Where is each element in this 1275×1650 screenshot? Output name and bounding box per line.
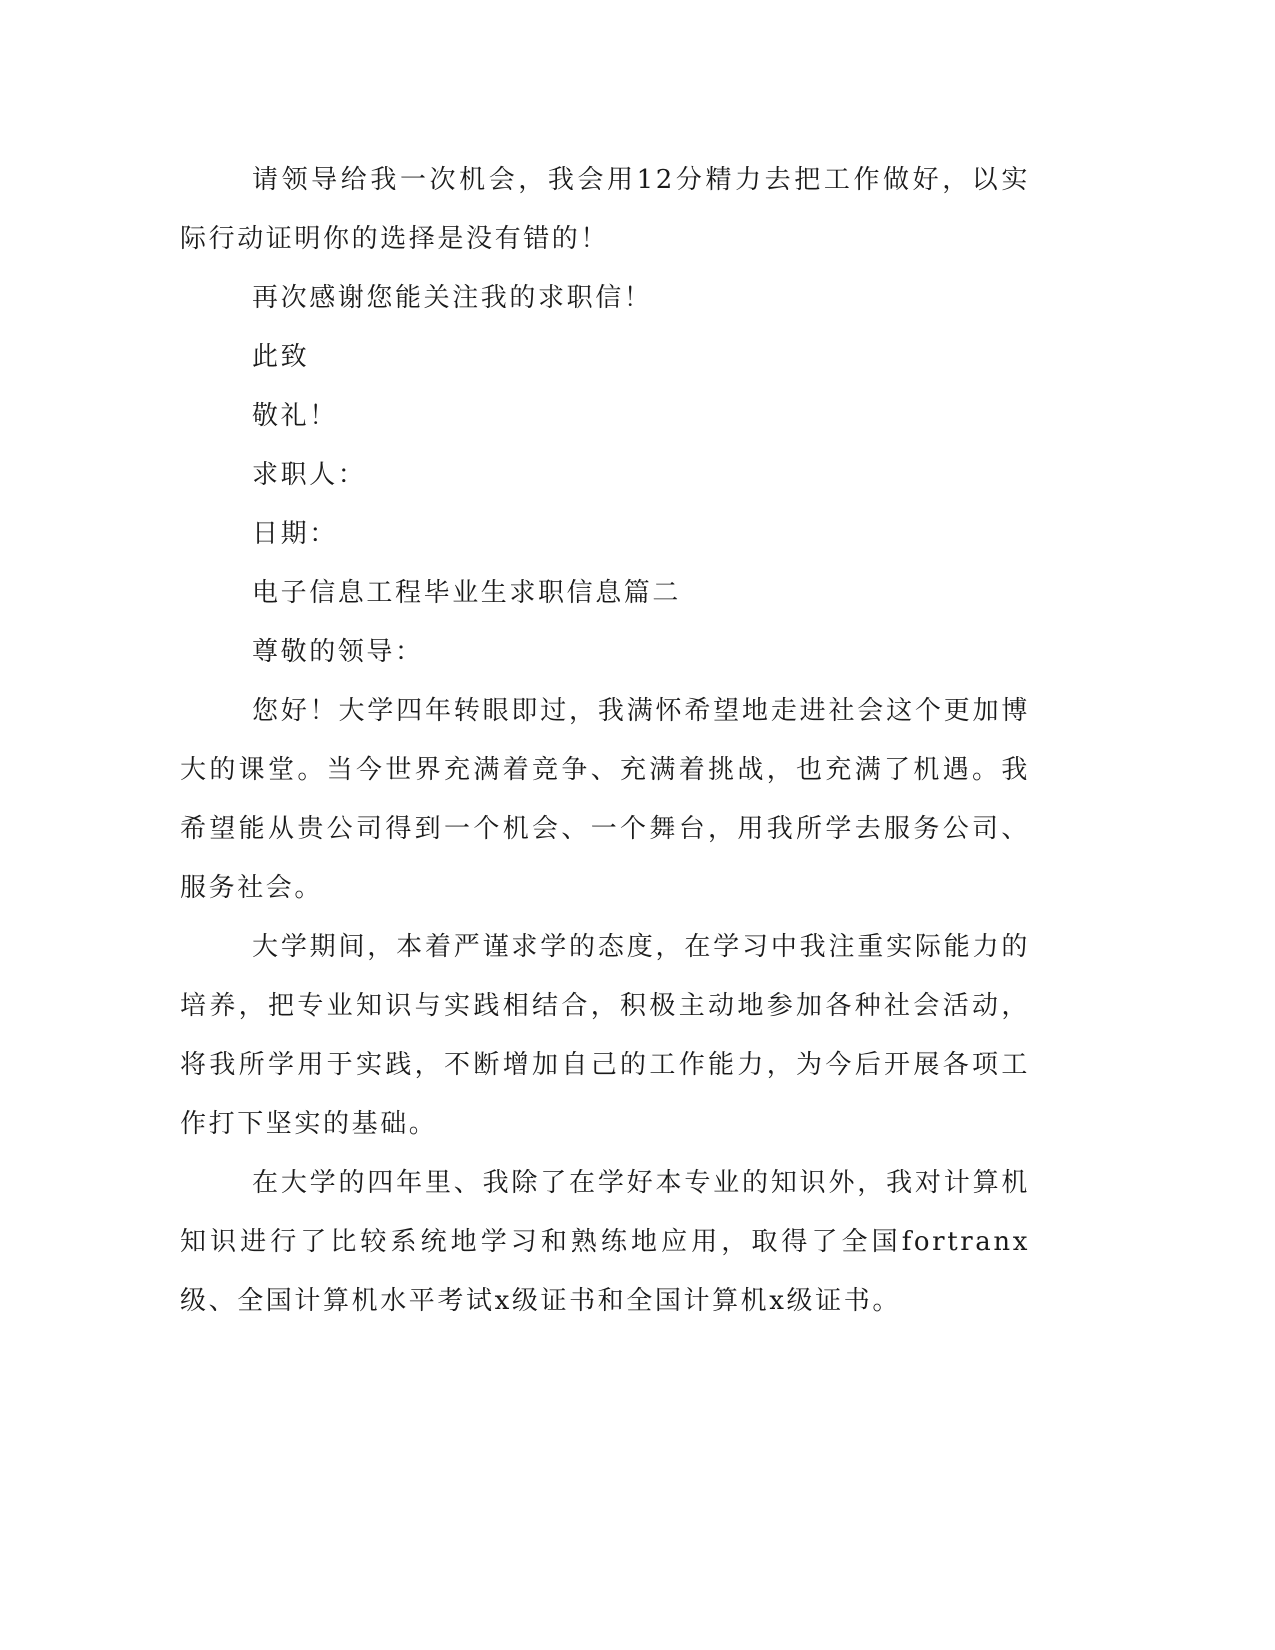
closing-cizhi: 此致 <box>252 342 310 372</box>
paragraph-greeting: 您好！大学四年转眼即过，我满怀希望地走进社会这个更加博大的课堂。当今世界充满着竞争、充满着挑战，也充满了机遇。我希望能从贵公司得到一个机会、一个舞台，用我所学去服务公司、服务社会。 <box>180 696 1030 903</box>
salutation: 尊敬的领导： <box>252 637 424 667</box>
date-line: 日期： <box>252 519 338 549</box>
paragraph-computer-skills: 在大学的四年里、我除了在学好本专业的知识外，我对计算机知识进行了比较系统地学习和熟练地应用，取得了全国fortranx级、全国计算机水平考试x级证书和全国计算机x级证书。 <box>180 1168 1030 1316</box>
section-heading: 电子信息工程毕业生求职信息篇二 <box>252 578 682 608</box>
paragraph-thanks: 再次感谢您能关注我的求职信！ <box>252 283 653 313</box>
closing-jingli: 敬礼！ <box>252 401 338 431</box>
paragraph-request-opportunity: 请领导给我一次机会，我会用12分精力去把工作做好，以实际行动证明你的选择是没有错的！ <box>180 165 1030 254</box>
paragraph-university-study: 大学期间，本着严谨求学的态度，在学习中我注重实际能力的培养，把专业知识与实践相结合，积极主动地参加各种社会活动，将我所学用于实践，不断增加自己的工作能力，为今后开展各项工作打下坚实的基础。 <box>180 932 1030 1139</box>
letter-body <box>180 151 1030 1331</box>
applicant-line: 求职人： <box>252 460 367 490</box>
